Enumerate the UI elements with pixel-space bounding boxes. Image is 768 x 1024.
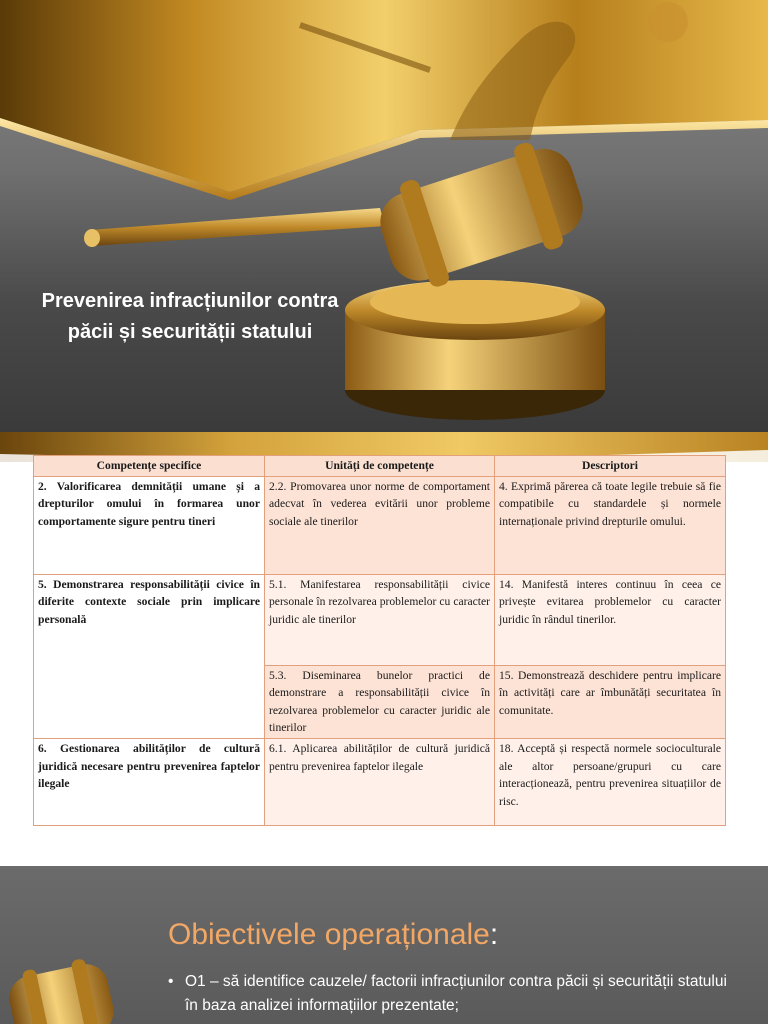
- unit-cell: 2.2. Promovarea unor norme de comportament adecvat în vederea evitării unor probleme sociale ale tinerilor: [265, 476, 495, 574]
- descriptor-cell: 18. Acceptă și respectă normele socioculturale ale altor persoane/grupuri cu care interacționează, pentru prevenirea situațiilor de risc.: [495, 738, 726, 825]
- objectives-heading: [168, 918, 498, 952]
- list-item: [168, 970, 728, 1018]
- objectives-list: [168, 970, 728, 1018]
- competences-table: [33, 455, 726, 826]
- column-header: Descriptori: [495, 456, 726, 477]
- competence-cell: 6. Gestionarea abilităților de cultură juridică necesare pentru prevenirea faptelor ilegale: [34, 738, 265, 825]
- competences-slide: [0, 432, 768, 832]
- slide-title: Prevenirea infracțiunilor contra păcii și securității statului: [41, 290, 339, 343]
- table-row: [34, 738, 726, 825]
- title-slide: [0, 0, 768, 432]
- unit-cell: 6.1. Aplicarea abilităților de cultură juridică pentru prevenirea faptelor ilegale: [265, 738, 495, 825]
- gavel-illustration: [80, 130, 640, 430]
- heading-colon: :: [489, 918, 499, 951]
- column-header: Unități de competențe: [265, 456, 495, 477]
- table-row: [34, 574, 726, 665]
- bullet-icon: •: [168, 973, 174, 990]
- objectives-heading-text: Obiectivele operaționale: [168, 918, 490, 951]
- competence-cell: 2. Valorificarea demnității umane și a drepturilor omului în formarea unor comportamente sigure pentru tineri: [34, 476, 265, 574]
- column-header: Competențe specifice: [34, 456, 265, 477]
- competence-cell: 5. Demonstrarea responsabilității civice în diferite contexte sociale prin implicare personală: [34, 574, 265, 738]
- table-row: [34, 476, 726, 574]
- gavel-corner-illustration: [0, 958, 120, 1024]
- table-header-row: [34, 456, 726, 477]
- descriptor-cell: 15. Demonstrează deschidere pentru implicare în activități care ar îmbunătăți securitatea în comunitate.: [495, 665, 726, 738]
- objectives-slide: [0, 866, 768, 1024]
- descriptor-cell: 4. Exprimă părerea că toate legile trebuie să fie compatibile cu standardele și normele internaționale privind drepturile omului.: [495, 476, 726, 574]
- unit-cell: 5.1. Manifestarea responsabilității civice personale în rezolvarea problemelor cu caracter juridic ale tinerilor: [265, 574, 495, 665]
- objective-text: O1 – să identifice cauzele/ factorii infracțiunilor contra păcii și securității statului în baza analizei informațiilor prezentate;: [185, 973, 727, 1014]
- unit-cell: 5.3. Diseminarea bunelor practici de demonstrare a responsabilității civice în rezolvarea problemelor cu caracter juridic ale tinerilor: [265, 665, 495, 738]
- descriptor-cell: 14. Manifestă interes continuu în ceea ce privește evitarea problemelor cu caracter juridic în rândul tinerilor.: [495, 574, 726, 665]
